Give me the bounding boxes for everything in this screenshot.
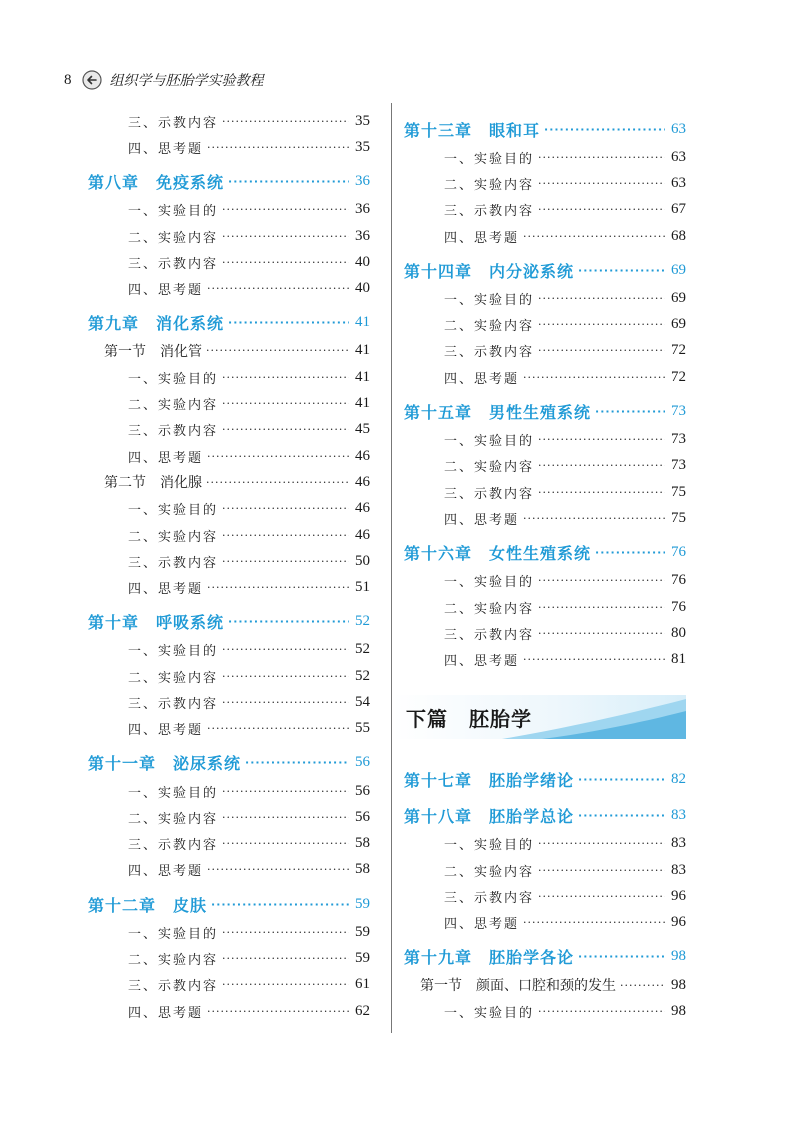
dot-leader	[578, 264, 665, 277]
toc-item-entry[interactable]	[88, 364, 370, 390]
dot-leader	[595, 405, 665, 418]
dot-leader	[207, 863, 349, 876]
entry-title: 四、思考题	[444, 913, 523, 932]
dot-leader	[207, 141, 349, 154]
dot-leader	[222, 785, 349, 798]
entry-page-number: 76	[671, 544, 686, 561]
toc-chapter-entry[interactable]	[404, 801, 686, 831]
entry-page-number: 83	[671, 835, 686, 852]
toc-item-entry[interactable]	[88, 972, 370, 998]
toc-section-entry[interactable]	[88, 469, 370, 495]
toc-item-entry[interactable]	[88, 689, 370, 715]
entry-page-number: 45	[355, 421, 370, 438]
entry-page-number: 51	[355, 579, 370, 596]
entry-page-number: 69	[671, 316, 686, 333]
dot-leader	[544, 123, 665, 136]
dot-leader	[523, 371, 665, 384]
entry-title: 一、实验目的	[444, 148, 538, 167]
entry-title: 三、示教内容	[444, 483, 538, 502]
entry-page-number: 36	[355, 173, 370, 190]
toc-section-entry[interactable]	[404, 972, 686, 998]
entry-page-number: 56	[355, 782, 370, 799]
entry-page-number: 35	[355, 112, 370, 129]
toc-section-entry[interactable]	[88, 338, 370, 364]
entry-title: 三、示教内容	[128, 253, 222, 272]
toc-left-column	[88, 108, 370, 1024]
toc-item-entry[interactable]	[88, 223, 370, 249]
toc-item-entry[interactable]	[88, 831, 370, 857]
entry-title: 四、思考题	[128, 860, 207, 879]
dot-leader	[222, 978, 349, 991]
entry-page-number: 40	[355, 253, 370, 270]
dot-leader	[222, 230, 349, 243]
dot-leader	[538, 574, 665, 587]
toc-item-entry[interactable]	[404, 646, 686, 672]
toc-item-entry[interactable]	[88, 443, 370, 469]
toc-chapter-entry[interactable]	[88, 167, 370, 197]
toc-item-entry[interactable]	[88, 637, 370, 663]
entry-title: 四、思考题	[444, 650, 523, 669]
dot-leader	[207, 282, 349, 295]
entry-title: 二、实验内容	[444, 174, 538, 193]
dot-leader	[207, 1005, 349, 1018]
entry-page-number: 59	[355, 950, 370, 967]
entry-title: 四、思考题	[128, 578, 207, 597]
toc-chapter-entry[interactable]	[88, 308, 370, 338]
toc-item-entry[interactable]	[404, 223, 686, 249]
dot-leader	[222, 670, 349, 683]
entry-title: 一、实验目的	[444, 289, 538, 308]
entry-page-number: 96	[671, 914, 686, 931]
entry-title: 一、实验目的	[444, 1002, 538, 1021]
entry-title: 一、实验目的	[128, 923, 222, 942]
entry-page-number: 73	[671, 431, 686, 448]
dot-leader	[211, 898, 349, 911]
entry-page-number: 98	[671, 948, 686, 965]
toc-chapter-entry[interactable]	[404, 538, 686, 568]
toc-item-entry[interactable]	[404, 364, 686, 390]
entry-title: 二、实验内容	[128, 227, 222, 246]
toc-chapter-entry[interactable]	[404, 765, 686, 795]
entry-page-number: 40	[355, 280, 370, 297]
entry-page-number: 46	[355, 447, 370, 464]
entry-title: 四、思考题	[128, 447, 207, 466]
entry-page-number: 35	[355, 138, 370, 155]
toc-item-entry[interactable]	[88, 998, 370, 1024]
entry-page-number: 69	[671, 261, 686, 278]
toc-chapter-entry[interactable]	[88, 748, 370, 778]
entry-page-number: 62	[355, 1002, 370, 1019]
dot-leader	[538, 890, 665, 903]
entry-page-number: 72	[671, 342, 686, 359]
entry-title: 二、实验内容	[444, 598, 538, 617]
dot-leader	[538, 292, 665, 305]
entry-title: 第十章 呼吸系统	[88, 610, 228, 633]
entry-page-number: 76	[671, 572, 686, 589]
dot-leader	[523, 916, 665, 929]
toc-item-entry[interactable]	[88, 390, 370, 416]
toc-item-entry[interactable]	[88, 716, 370, 742]
dot-leader	[538, 433, 665, 446]
entry-page-number: 59	[355, 895, 370, 912]
entry-page-number: 63	[671, 174, 686, 191]
entry-page-number: 61	[355, 976, 370, 993]
toc-item-entry[interactable]	[88, 919, 370, 945]
dot-leader	[538, 459, 665, 472]
dot-leader	[222, 115, 349, 128]
entry-title: 二、实验内容	[128, 949, 222, 968]
entry-page-number: 52	[355, 613, 370, 630]
toc-item-entry[interactable]	[88, 574, 370, 600]
entry-page-number: 98	[671, 976, 686, 993]
entry-page-number: 41	[355, 342, 370, 359]
entry-title: 三、示教内容	[128, 975, 222, 994]
entry-page-number: 46	[355, 526, 370, 543]
entry-page-number: 96	[671, 887, 686, 904]
entry-title: 一、实验目的	[128, 782, 222, 801]
entry-title: 三、示教内容	[444, 200, 538, 219]
dot-leader	[538, 344, 665, 357]
entry-page-number: 82	[671, 771, 686, 788]
entry-page-number: 59	[355, 923, 370, 940]
entry-title: 一、实验目的	[128, 368, 222, 387]
entry-title: 第九章 消化系统	[88, 311, 228, 334]
entry-title: 三、示教内容	[128, 834, 222, 853]
toc-item-entry[interactable]	[88, 134, 370, 160]
entry-title: 第十五章 男性生殖系统	[404, 400, 595, 423]
toc-item-entry[interactable]	[404, 831, 686, 857]
dot-leader	[207, 722, 349, 735]
entry-title: 一、实验目的	[128, 200, 222, 219]
toc-chapter-entry[interactable]	[404, 255, 686, 285]
entry-page-number: 36	[355, 227, 370, 244]
entry-page-number: 67	[671, 201, 686, 218]
page-header	[64, 68, 264, 92]
entry-page-number: 83	[671, 807, 686, 824]
dot-leader	[222, 203, 349, 216]
toc-item-entry[interactable]	[88, 417, 370, 443]
entry-title: 第二节 消化腺	[104, 472, 206, 492]
dot-leader	[222, 837, 349, 850]
entry-title: 第十三章 眼和耳	[404, 118, 544, 141]
entry-page-number: 81	[671, 651, 686, 668]
dot-leader	[206, 344, 349, 357]
entry-title: 第一节 颜面、口腔和颈的发生	[420, 975, 620, 995]
dot-leader	[222, 643, 349, 656]
entry-title: 第十九章 胚胎学各论	[404, 945, 578, 968]
entry-page-number: 69	[671, 289, 686, 306]
toc-item-entry[interactable]	[404, 170, 686, 196]
toc-chapter-entry[interactable]	[404, 942, 686, 972]
toc-right-column	[404, 108, 686, 1025]
toc-item-entry[interactable]	[404, 620, 686, 646]
entry-page-number: 41	[355, 395, 370, 412]
toc-item-entry[interactable]	[404, 857, 686, 883]
toc-item-entry[interactable]	[88, 857, 370, 883]
dot-leader	[538, 837, 665, 850]
entry-title: 一、实验目的	[128, 499, 222, 518]
entry-title: 二、实验内容	[444, 315, 538, 334]
dot-leader	[222, 371, 349, 384]
entry-title: 一、实验目的	[444, 571, 538, 590]
entry-page-number: 68	[671, 227, 686, 244]
dot-leader	[207, 581, 349, 594]
dot-leader	[578, 950, 665, 963]
toc-item-entry[interactable]	[88, 108, 370, 134]
entry-page-number: 80	[671, 624, 686, 641]
dot-leader	[578, 773, 665, 786]
dot-leader	[222, 529, 349, 542]
entry-page-number: 46	[355, 500, 370, 517]
toc-chapter-entry[interactable]	[404, 114, 686, 144]
toc-chapter-entry[interactable]	[88, 889, 370, 919]
entry-page-number: 56	[355, 754, 370, 771]
dot-leader	[245, 756, 349, 769]
dot-leader	[222, 502, 349, 515]
toc-item-entry[interactable]	[404, 910, 686, 936]
entry-title: 三、示教内容	[444, 624, 538, 643]
toc-item-entry[interactable]	[404, 479, 686, 505]
entry-page-number: 72	[671, 368, 686, 385]
entry-title: 四、思考题	[128, 719, 207, 738]
entry-title: 三、示教内容	[128, 552, 222, 571]
dot-leader	[222, 397, 349, 410]
entry-title: 一、实验目的	[444, 430, 538, 449]
entry-title: 第十一章 泌尿系统	[88, 751, 245, 774]
entry-title: 二、实验内容	[444, 861, 538, 880]
entry-page-number: 46	[355, 473, 370, 490]
dot-leader	[538, 151, 665, 164]
dot-leader	[222, 423, 349, 436]
toc-item-entry[interactable]	[404, 197, 686, 223]
dot-leader	[538, 601, 665, 614]
entry-title: 二、实验内容	[128, 667, 222, 686]
entry-title: 四、思考题	[128, 279, 207, 298]
entry-title: 四、思考题	[128, 1002, 207, 1021]
entry-page-number: 83	[671, 861, 686, 878]
dot-leader	[538, 177, 665, 190]
entry-page-number: 58	[355, 835, 370, 852]
dot-leader	[228, 175, 349, 188]
entry-title: 第十七章 胚胎学绪论	[404, 768, 578, 791]
entry-page-number: 73	[671, 402, 686, 419]
entry-page-number: 75	[671, 509, 686, 526]
toc-item-entry[interactable]	[404, 311, 686, 337]
entry-title: 二、实验内容	[444, 456, 538, 475]
toc-item-entry[interactable]	[88, 197, 370, 223]
dot-leader	[228, 615, 349, 628]
dot-leader	[523, 512, 665, 525]
book-title: 组织学与胚胎学实验教程	[109, 73, 264, 89]
entry-page-number: 41	[355, 368, 370, 385]
entry-page-number: 73	[671, 457, 686, 474]
part-title: 下篇 胚胎学	[406, 706, 532, 731]
entry-title: 第十二章 皮肤	[88, 893, 211, 916]
dot-leader	[578, 809, 665, 822]
toc-item-entry[interactable]	[88, 663, 370, 689]
toc-chapter-entry[interactable]	[88, 607, 370, 637]
entry-page-number: 36	[355, 201, 370, 218]
toc-item-entry[interactable]	[88, 548, 370, 574]
toc-item-entry[interactable]	[404, 285, 686, 311]
toc-chapter-entry[interactable]	[404, 396, 686, 426]
dot-leader	[523, 230, 665, 243]
dot-leader	[595, 546, 665, 559]
dot-leader	[538, 1005, 665, 1018]
entry-title: 四、思考题	[444, 368, 523, 387]
toc-item-entry[interactable]	[404, 505, 686, 531]
entry-title: 三、示教内容	[128, 693, 222, 712]
entry-title: 第一节 消化管	[104, 341, 206, 361]
entry-page-number: 63	[671, 148, 686, 165]
entry-page-number: 54	[355, 693, 370, 710]
back-arrow-icon[interactable]	[82, 70, 102, 90]
dot-leader	[538, 318, 665, 331]
toc-item-entry[interactable]	[88, 496, 370, 522]
dot-leader	[523, 653, 665, 666]
dot-leader	[222, 696, 349, 709]
entry-title: 三、示教内容	[444, 887, 538, 906]
entry-page-number: 52	[355, 667, 370, 684]
entry-title: 三、示教内容	[128, 420, 222, 439]
toc-item-entry[interactable]	[88, 778, 370, 804]
entry-title: 一、实验目的	[128, 640, 222, 659]
toc-item-entry[interactable]	[88, 804, 370, 830]
entry-title: 二、实验内容	[128, 394, 222, 413]
entry-title: 四、思考题	[444, 227, 523, 246]
page-number: 8	[64, 71, 72, 88]
dot-leader	[222, 555, 349, 568]
entry-title: 三、示教内容	[128, 112, 222, 131]
toc-item-entry[interactable]	[404, 144, 686, 170]
entry-title: 第十八章 胚胎学总论	[404, 804, 578, 827]
dot-leader	[538, 486, 665, 499]
dot-leader	[207, 450, 349, 463]
entry-page-number: 52	[355, 641, 370, 658]
dot-leader	[222, 256, 349, 269]
column-divider	[391, 103, 392, 1033]
toc-item-entry[interactable]	[404, 568, 686, 594]
entry-title: 第八章 免疫系统	[88, 170, 228, 193]
dot-leader	[222, 926, 349, 939]
toc-item-entry[interactable]	[88, 275, 370, 301]
entry-page-number: 50	[355, 552, 370, 569]
entry-page-number: 41	[355, 314, 370, 331]
dot-leader	[538, 864, 665, 877]
toc-item-entry[interactable]	[404, 338, 686, 364]
dot-leader	[222, 811, 349, 824]
entry-page-number: 98	[671, 1002, 686, 1019]
entry-title: 二、实验内容	[128, 808, 222, 827]
dot-leader	[538, 627, 665, 640]
entry-page-number: 55	[355, 720, 370, 737]
part-banner	[392, 695, 686, 739]
toc-item-entry[interactable]	[88, 249, 370, 275]
toc-item-entry[interactable]	[404, 594, 686, 620]
toc-item-entry[interactable]	[88, 945, 370, 971]
dot-leader	[206, 476, 349, 489]
entry-page-number: 58	[355, 861, 370, 878]
dot-leader	[228, 316, 349, 329]
toc-item-entry[interactable]	[404, 453, 686, 479]
entry-page-number: 76	[671, 598, 686, 615]
toc-item-entry[interactable]	[404, 998, 686, 1024]
dot-leader	[538, 203, 665, 216]
entry-title: 二、实验内容	[128, 526, 222, 545]
toc-item-entry[interactable]	[404, 426, 686, 452]
entry-title: 一、实验目的	[444, 834, 538, 853]
toc-item-entry[interactable]	[404, 883, 686, 909]
entry-page-number: 56	[355, 808, 370, 825]
entry-page-number: 75	[671, 483, 686, 500]
entry-title: 四、思考题	[444, 509, 523, 528]
entry-title: 第十六章 女性生殖系统	[404, 541, 595, 564]
dot-leader	[620, 979, 665, 992]
dot-leader	[222, 952, 349, 965]
entry-page-number: 63	[671, 120, 686, 137]
entry-title: 四、思考题	[128, 138, 207, 157]
entry-title: 三、示教内容	[444, 341, 538, 360]
entry-title: 第十四章 内分泌系统	[404, 259, 578, 282]
toc-item-entry[interactable]	[88, 522, 370, 548]
